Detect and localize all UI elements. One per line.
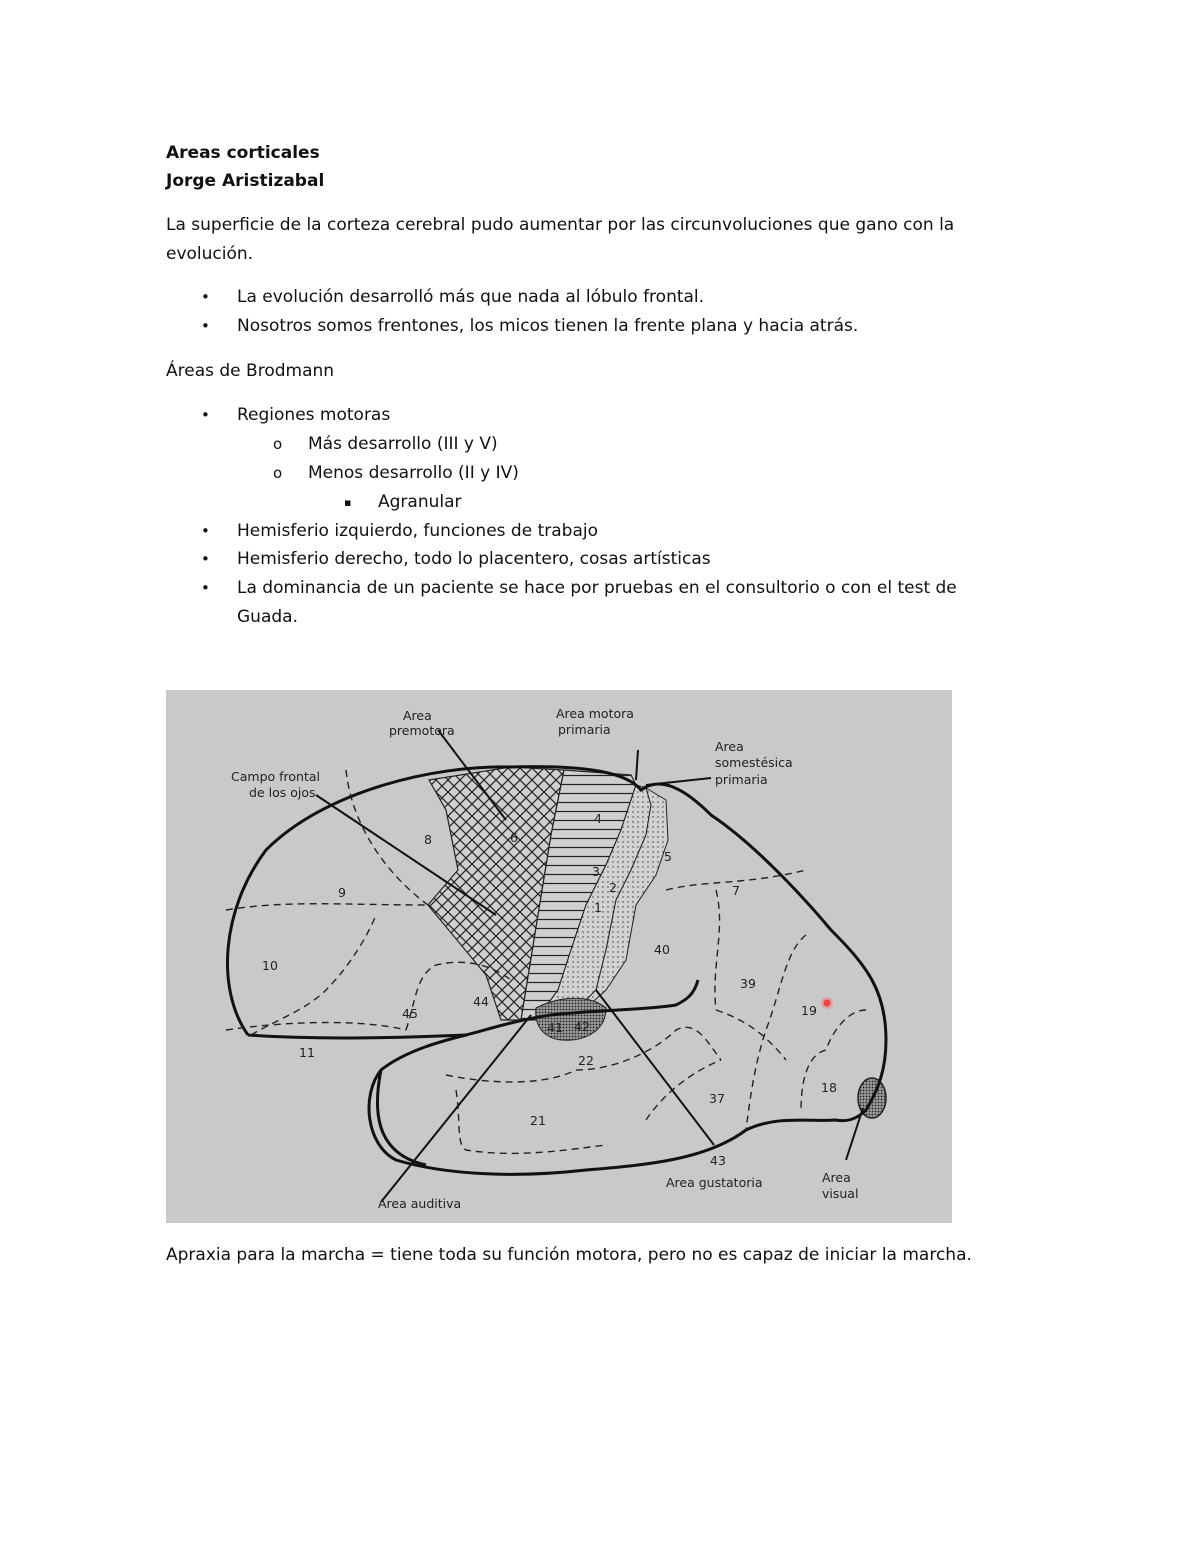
section-heading: Áreas de Brodmann xyxy=(166,361,335,381)
subsub-bullet-item: Agranular xyxy=(378,492,462,512)
area-number: 37 xyxy=(709,1091,725,1106)
doc-author: Jorge Aristizabal xyxy=(166,171,325,191)
doc-title: Areas corticales xyxy=(166,143,320,163)
red-dot-halo xyxy=(821,997,833,1009)
area-number: 21 xyxy=(530,1113,546,1128)
area-number: 42 xyxy=(574,1019,590,1034)
sub-bullet-marker: o xyxy=(273,464,283,482)
bullet-marker: • xyxy=(201,317,210,335)
brain-diagram xyxy=(166,690,952,1223)
intro-line-1: La superficie de la corteza cerebral pudo aumentar por las circunvoluciones que gano con la xyxy=(166,215,955,235)
area-number: 7 xyxy=(732,883,740,898)
area-number: 9 xyxy=(338,885,346,900)
closing-paragraph: Apraxia para la marcha = tiene toda su función motora, pero no es capaz de iniciar la marcha. xyxy=(166,1245,972,1265)
label-campo-1: Campo frontal xyxy=(231,769,320,784)
brodmann-figure xyxy=(166,690,952,1223)
label-motora-1: Area motora xyxy=(556,706,634,721)
sub-bullet-item: Más desarrollo (III y V) xyxy=(308,434,498,454)
area-number: 11 xyxy=(299,1045,315,1060)
sub-bullet-item: Menos desarrollo (II y IV) xyxy=(308,463,519,483)
area-number: 44 xyxy=(473,994,489,1009)
subsub-bullet-marker: ▪ xyxy=(344,496,352,509)
bullet-item: La evolución desarrolló más que nada al lóbulo frontal. xyxy=(237,287,705,307)
bullet-marker: • xyxy=(201,406,210,424)
label-visual-1: Area xyxy=(822,1170,851,1185)
label-somest-2: somestésica xyxy=(715,755,793,770)
label-somest-3: primaria xyxy=(715,772,768,787)
bullet-item: Hemisferio izquierdo, funciones de trabajo xyxy=(237,521,598,541)
bullet-marker: • xyxy=(201,579,210,597)
bullet-marker: • xyxy=(201,550,210,568)
intro-line-2: evolución. xyxy=(166,244,254,264)
bullet-item: Hemisferio derecho, todo lo placentero, cosas artísticas xyxy=(237,549,711,569)
label-auditiva: Area auditiva xyxy=(378,1196,462,1211)
area-number: 5 xyxy=(664,849,672,864)
bullet-marker: • xyxy=(201,522,210,540)
bullet-item-continuation: Guada. xyxy=(237,607,298,627)
area-number: 19 xyxy=(801,1003,817,1018)
label-premotora-1: Area xyxy=(403,708,432,723)
label-visual-2: visual xyxy=(822,1186,859,1201)
area-number: 39 xyxy=(740,976,756,991)
area-number: 6 xyxy=(510,830,518,845)
area-number: 22 xyxy=(578,1053,594,1068)
area-number: 45 xyxy=(402,1006,418,1021)
bullet-item: Regiones motoras xyxy=(237,405,391,425)
area-number: 8 xyxy=(424,832,432,847)
area-number: 43 xyxy=(710,1153,726,1168)
label-premotora-2: premotora xyxy=(389,723,455,738)
bullet-marker: • xyxy=(201,288,210,306)
area-number: 2 xyxy=(609,880,617,895)
label-gustatoria: Area gustatoria xyxy=(666,1175,763,1190)
area-number: 1 xyxy=(594,900,602,915)
label-campo-2: de los ojos xyxy=(249,785,316,800)
bullet-item: Nosotros somos frentones, los micos tienen la frente plana y hacia atrás. xyxy=(237,316,859,336)
label-somest-1: Area xyxy=(715,739,744,754)
area-number: 3 xyxy=(592,864,600,879)
area-number: 40 xyxy=(654,942,670,957)
area-number: 18 xyxy=(821,1080,837,1095)
sub-bullet-marker: o xyxy=(273,435,283,453)
area-number: 10 xyxy=(262,958,278,973)
bullet-item: La dominancia de un paciente se hace por pruebas en el consultorio o con el test de xyxy=(237,578,957,598)
label-motora-2: primaria xyxy=(558,722,611,737)
area-number: 4 xyxy=(594,811,602,826)
area-number: 41 xyxy=(547,1020,563,1035)
